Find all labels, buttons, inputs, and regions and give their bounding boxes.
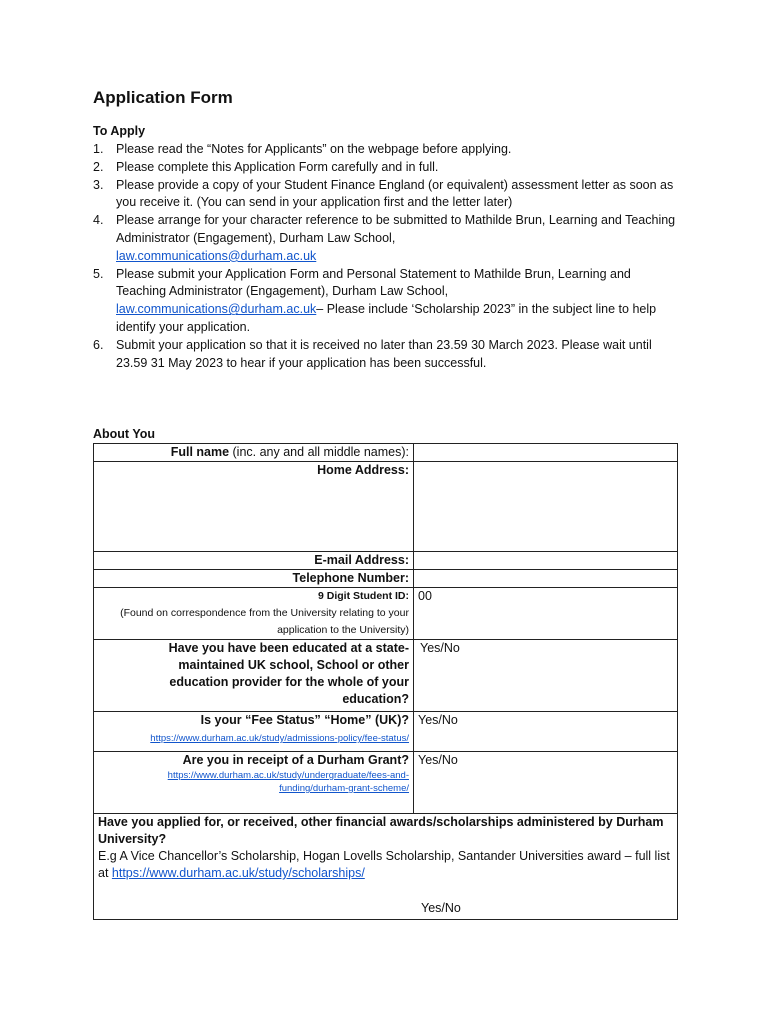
student-id-field[interactable]: 00 — [414, 588, 678, 640]
fee-status-answer[interactable]: Yes/No — [414, 712, 678, 752]
awards-question: Have you applied for, or received, other financial awards/scholarships administered by Durham University? E.g A Vice Chancellor’s Scholarship, Hogan Lovells Scholarship, Santander Universities award – full list at https://www.durham.ac.uk/study/scholarships/ Yes/No — [94, 814, 678, 920]
fee-status-link[interactable]: https://www.durham.ac.uk/study/admissions-policy/fee-status/ — [150, 733, 409, 744]
table-row — [94, 640, 678, 712]
awards-answer[interactable]: Yes/No — [421, 901, 461, 915]
educated-question: Have you have been educated at a state-maintained UK school, School or other education provider for the whole of your education? — [94, 640, 414, 712]
table-row — [94, 552, 678, 570]
email-address-field[interactable] — [414, 552, 678, 570]
scholarships-link[interactable]: https://www.durham.ac.uk/study/scholarships/ — [111, 866, 365, 880]
email-link[interactable]: law.communications@durham.ac.uk — [116, 302, 317, 317]
telephone-label: Telephone Number: — [94, 570, 414, 588]
email-link[interactable]: law.communications@durham.ac.uk — [116, 248, 317, 263]
about-you-table — [93, 443, 678, 920]
email-address-label: E-mail Address: — [94, 552, 414, 570]
table-row — [94, 570, 678, 588]
page-title: Application Form — [93, 88, 233, 107]
full-name-label: Full name (inc. any and all middle names): — [94, 444, 414, 462]
list-item: 5. Please submit your Application Form and Personal Statement to Mathilde Brun, Learning and Teaching Administrator (Engagement), Durham Law School, law.communications@durham.ac.uk– Please include ‘Scholarship 2023” in the subject line to help identify your application. — [93, 266, 657, 334]
to-apply-heading: To Apply — [93, 124, 146, 138]
grant-link[interactable]: https://www.durham.ac.uk/study/undergraduate/fees-and-funding/durham-grant-scheme/ — [167, 770, 409, 794]
table-row — [94, 712, 678, 752]
table-row — [94, 444, 678, 462]
list-item: 6. Submit your application so that it is received no later than 23.59 30 March 2023. Please wait until 23.59 31 May 2023 to hear if your application has been successful. — [93, 337, 652, 370]
list-item: 2. Please complete this Application Form carefully and in full. — [93, 159, 439, 174]
table-row — [94, 814, 678, 920]
full-name-field[interactable] — [414, 444, 678, 462]
instructions-list — [93, 141, 683, 372]
table-row — [94, 752, 678, 814]
home-address-field[interactable] — [414, 462, 678, 552]
table-row — [94, 588, 678, 640]
list-item: 3. Please provide a copy of your Student Finance England (or equivalent) assessment letter as soon as you receive it. (You can send in your application first and the letter later) — [93, 177, 674, 210]
fee-status-question: Is your “Fee Status” “Home” (UK)? https://www.durham.ac.uk/study/admissions-policy/fee-status/ — [94, 712, 414, 752]
educated-answer[interactable]: Yes/No — [414, 640, 678, 712]
telephone-field[interactable] — [414, 570, 678, 588]
about-you-heading: About You — [93, 427, 156, 441]
grant-question: Are you in receipt of a Durham Grant? https://www.durham.ac.uk/study/undergraduate/fees-and-funding/durham-grant-scheme/ — [94, 752, 414, 814]
student-id-label: 9 Digit Student ID: (Found on correspondence from the University relating to your application to the University) — [94, 588, 414, 640]
grant-answer[interactable]: Yes/No — [414, 752, 678, 814]
list-item: 4. Please arrange for your character reference to be submitted to Mathilde Brun, Learning and Teaching Administrator (Engagement), Durham Law School, law.communications@durham.ac.uk — [93, 213, 676, 263]
list-item: 1. Please read the “Notes for Applicants” on the webpage before applying. — [93, 142, 512, 156]
home-address-label: Home Address: — [94, 462, 414, 552]
table-row — [94, 462, 678, 552]
